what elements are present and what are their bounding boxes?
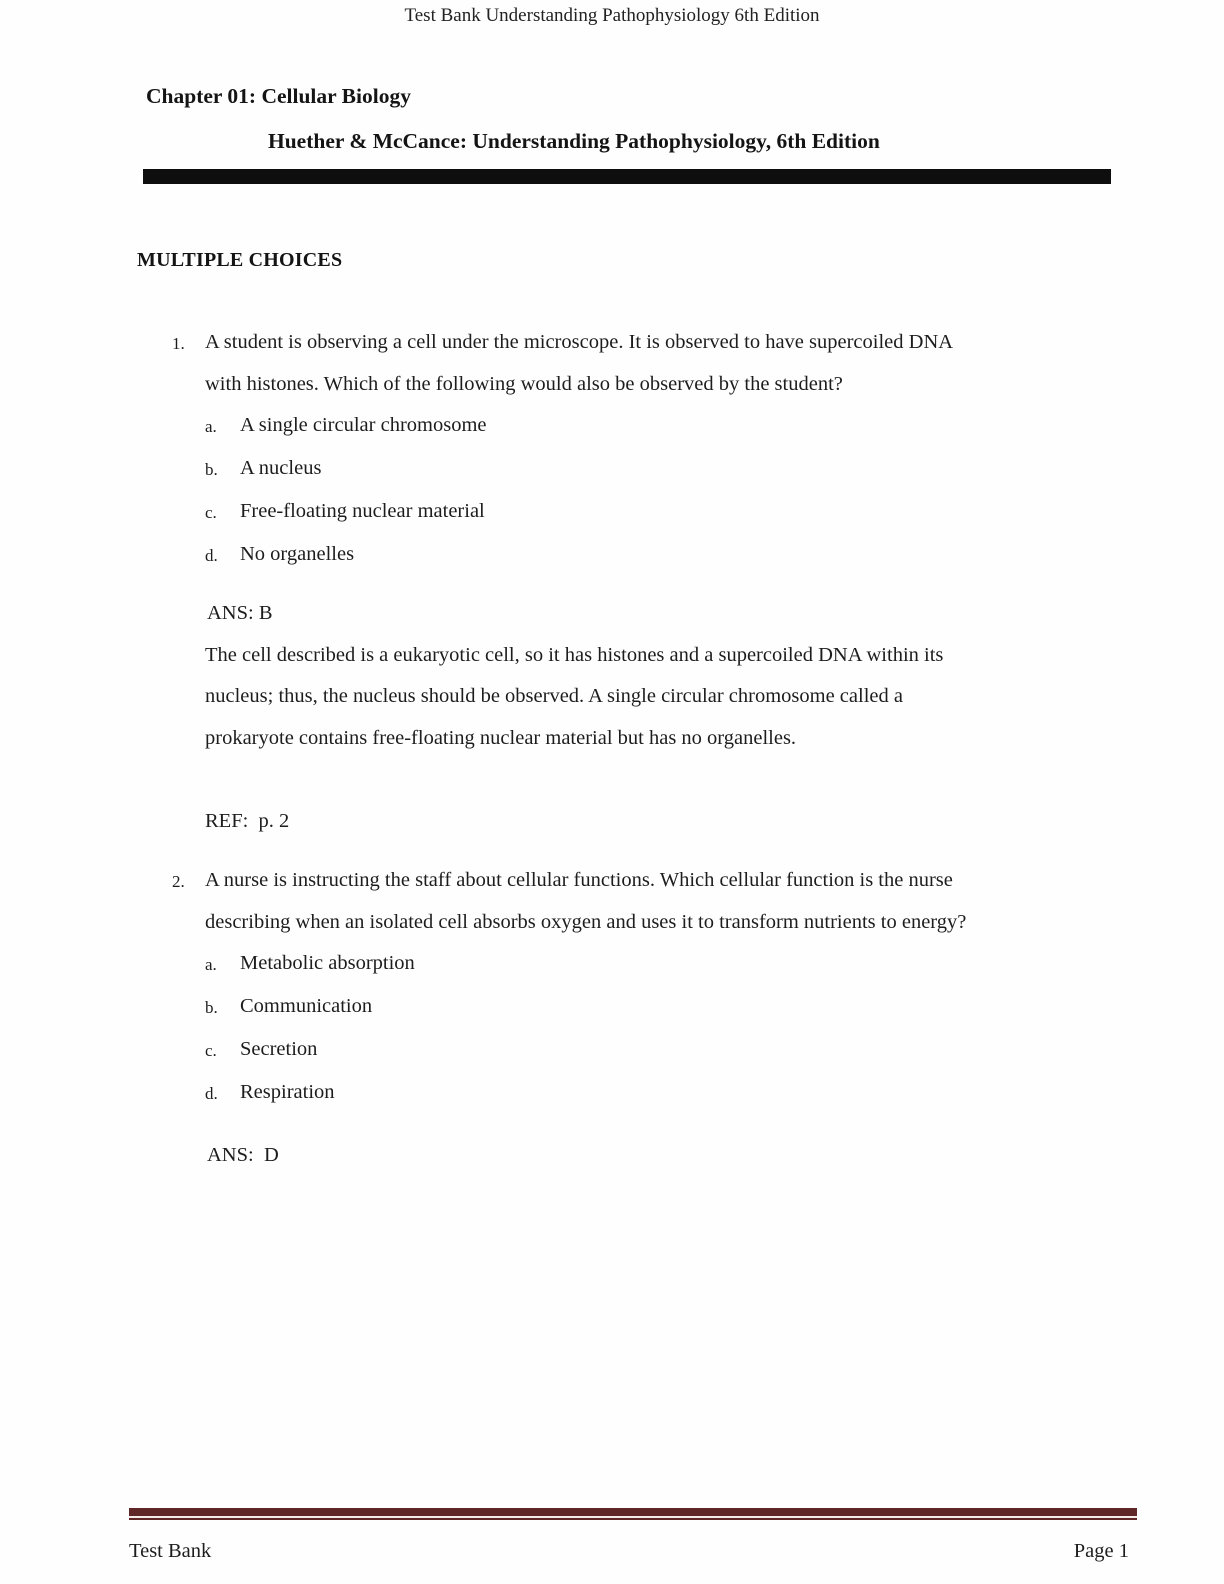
question-number: 2. bbox=[172, 872, 185, 891]
chapter-title: Chapter 01: Cellular Biology bbox=[146, 84, 411, 108]
option-letter: c. bbox=[205, 1041, 217, 1060]
question-text-line: describing when an isolated cell absorbs oxygen and uses it to transform nutrients to energy? bbox=[205, 910, 967, 933]
option-text: Respiration bbox=[240, 1081, 335, 1103]
question-number: 1. bbox=[172, 334, 185, 353]
question-1 bbox=[172, 322, 1112, 842]
footer-rule-thick bbox=[129, 1508, 1137, 1516]
footer-page-number: Page 1 bbox=[1073, 1540, 1129, 1562]
option-text: Secretion bbox=[240, 1038, 318, 1060]
option-d bbox=[205, 534, 1112, 577]
option-letter: a. bbox=[205, 417, 217, 436]
option-text: No organelles bbox=[240, 543, 355, 565]
answer-line: ANS: D bbox=[207, 1144, 279, 1166]
header-divider-rule bbox=[143, 169, 1111, 184]
section-heading: MULTIPLE CHOICES bbox=[137, 249, 343, 271]
footer-rule-thin bbox=[129, 1518, 1137, 1520]
option-c bbox=[205, 1029, 1112, 1072]
question-2-stem bbox=[172, 860, 1112, 943]
option-letter: b. bbox=[205, 460, 218, 479]
option-letter: b. bbox=[205, 998, 218, 1017]
footer-divider-rule bbox=[129, 1508, 1137, 1520]
option-text: A single circular chromosome bbox=[240, 414, 487, 436]
option-text: Free-floating nuclear material bbox=[240, 500, 485, 522]
question-2 bbox=[172, 860, 1112, 1177]
footer-left-label: Test Bank bbox=[129, 1540, 212, 1562]
option-c bbox=[205, 491, 1112, 534]
option-text: Communication bbox=[240, 995, 373, 1017]
option-letter: a. bbox=[205, 955, 217, 974]
rationale-line: The cell described is a eukaryotic cell, so it has histones and a supercoiled DNA within its bbox=[205, 643, 944, 666]
book-title: Huether & McCance: Understanding Pathophysiology, 6th Edition bbox=[268, 129, 880, 153]
question-2-options bbox=[205, 943, 1112, 1115]
question-text-line: A student is observing a cell under the microscope. It is observed to have supercoiled DNA bbox=[205, 331, 954, 353]
rationale-line: nucleus; thus, the nucleus should be observed. A single circular chromosome called a bbox=[205, 685, 903, 708]
answer-rationale bbox=[205, 635, 1112, 760]
question-text-line: with histones. Which of the following would also be observed by the student? bbox=[205, 372, 843, 395]
running-header: Test Bank Understanding Pathophysiology 6th Edition bbox=[404, 5, 820, 26]
option-a bbox=[205, 943, 1112, 986]
option-text: A nucleus bbox=[240, 457, 322, 479]
option-b bbox=[205, 448, 1112, 491]
question-1-stem bbox=[172, 322, 1112, 405]
question-text bbox=[205, 322, 1112, 405]
option-letter: c. bbox=[205, 503, 217, 522]
footer bbox=[129, 1536, 1129, 1566]
reference-line: REF: p. 2 bbox=[205, 809, 290, 832]
option-d bbox=[205, 1072, 1112, 1115]
question-text-line: A nurse is instructing the staff about cellular functions. Which cellular function is the nurse bbox=[205, 869, 953, 891]
question-text bbox=[205, 860, 1112, 943]
option-letter: d. bbox=[205, 1084, 218, 1103]
option-b bbox=[205, 986, 1112, 1029]
option-letter: d. bbox=[205, 546, 218, 565]
answer-line: ANS: B bbox=[207, 602, 273, 624]
rationale-line: prokaryote contains free-floating nuclear material but has no organelles. bbox=[205, 727, 797, 750]
question-1-options bbox=[205, 405, 1112, 577]
option-a bbox=[205, 405, 1112, 448]
option-text: Metabolic absorption bbox=[240, 952, 415, 974]
